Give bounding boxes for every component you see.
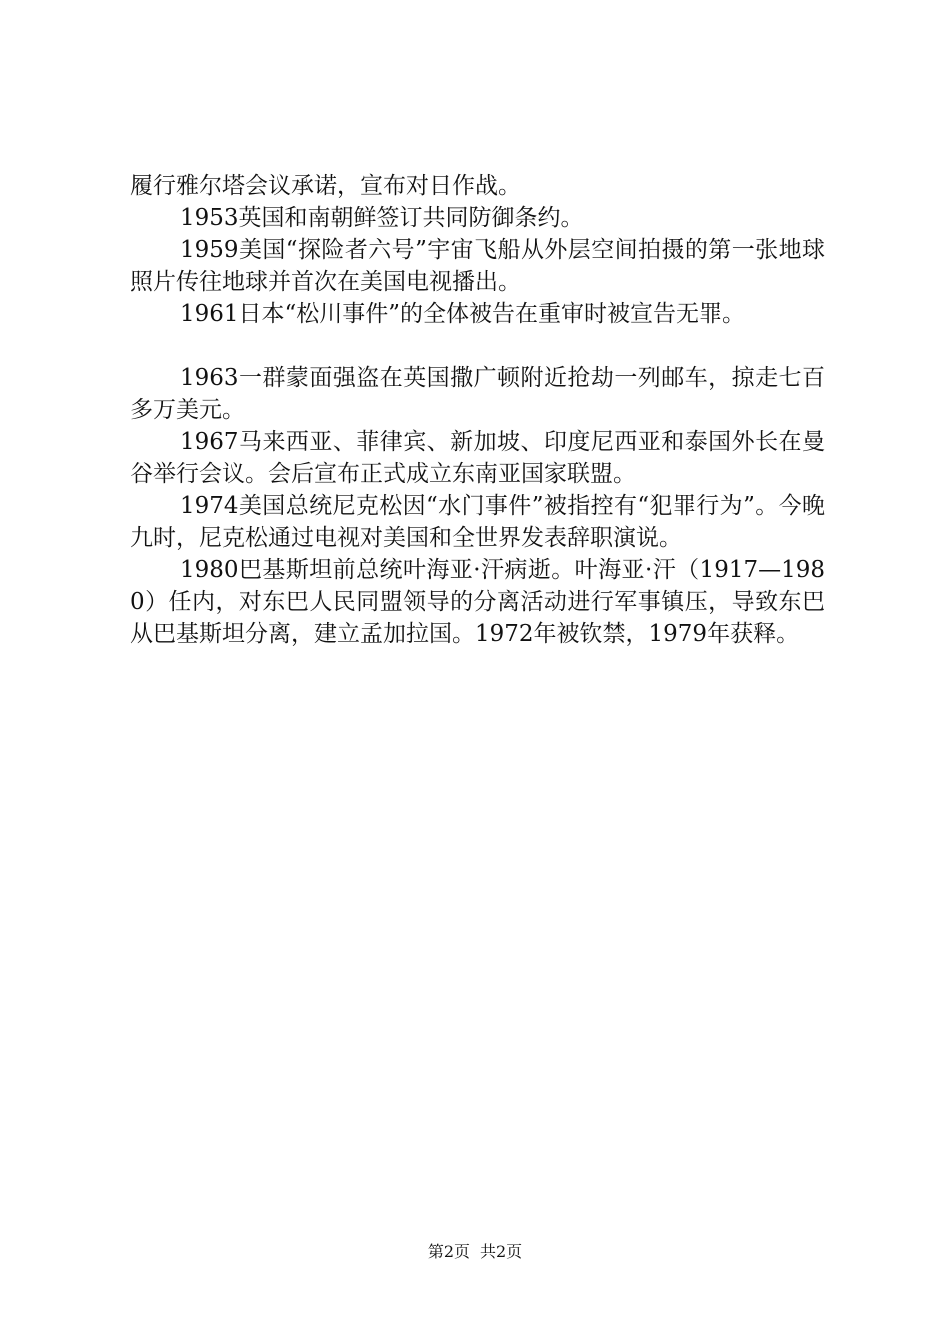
paragraph-1974: 1974美国总统尼克松因“水门事件”被指控有“犯罪行为”。今晚九时，尼克松通过电视对美国和全世界发表辞职演说。: [130, 493, 825, 551]
document-body: [130, 170, 825, 650]
paragraph-1961: 1961日本“松川事件”的全体被告在重审时被宣告无罪。: [180, 301, 746, 327]
paragraph-1959: 1959美国“探险者六号”宇宙飞船从外层空间拍摄的第一张地球照片传往地球并首次在美国电视播出。: [130, 237, 825, 295]
paragraph-1967: 1967马来西亚、菲律宾、新加坡、印度尼西亚和泰国外长在曼谷举行会议。会后宣布正式成立东南亚国家联盟。: [130, 429, 825, 487]
paragraph-spacer: [130, 330, 825, 362]
paragraph-1953: 1953英国和南朝鲜签订共同防御条约。: [180, 205, 584, 231]
page-number-current: 第2页: [427, 1242, 470, 1261]
page-footer: [0, 1242, 950, 1262]
paragraph-1980: 1980巴基斯坦前总统叶海亚·汗病逝。叶海亚·汗（1917—1980）任内，对东巴人民同盟领导的分离活动进行军事镇压，导致东巴从巴基斯坦分离，建立孟加拉国。1972年被钦禁，1979年获释。: [130, 557, 825, 647]
paragraph-continuation: 履行雅尔塔会议承诺，宣布对日作战。: [130, 173, 521, 199]
paragraph-1963: 1963一群蒙面强盗在英国撒广顿附近抢劫一列邮车，掠走七百多万美元。: [130, 365, 825, 423]
page-number-total: 共2页: [480, 1242, 523, 1261]
